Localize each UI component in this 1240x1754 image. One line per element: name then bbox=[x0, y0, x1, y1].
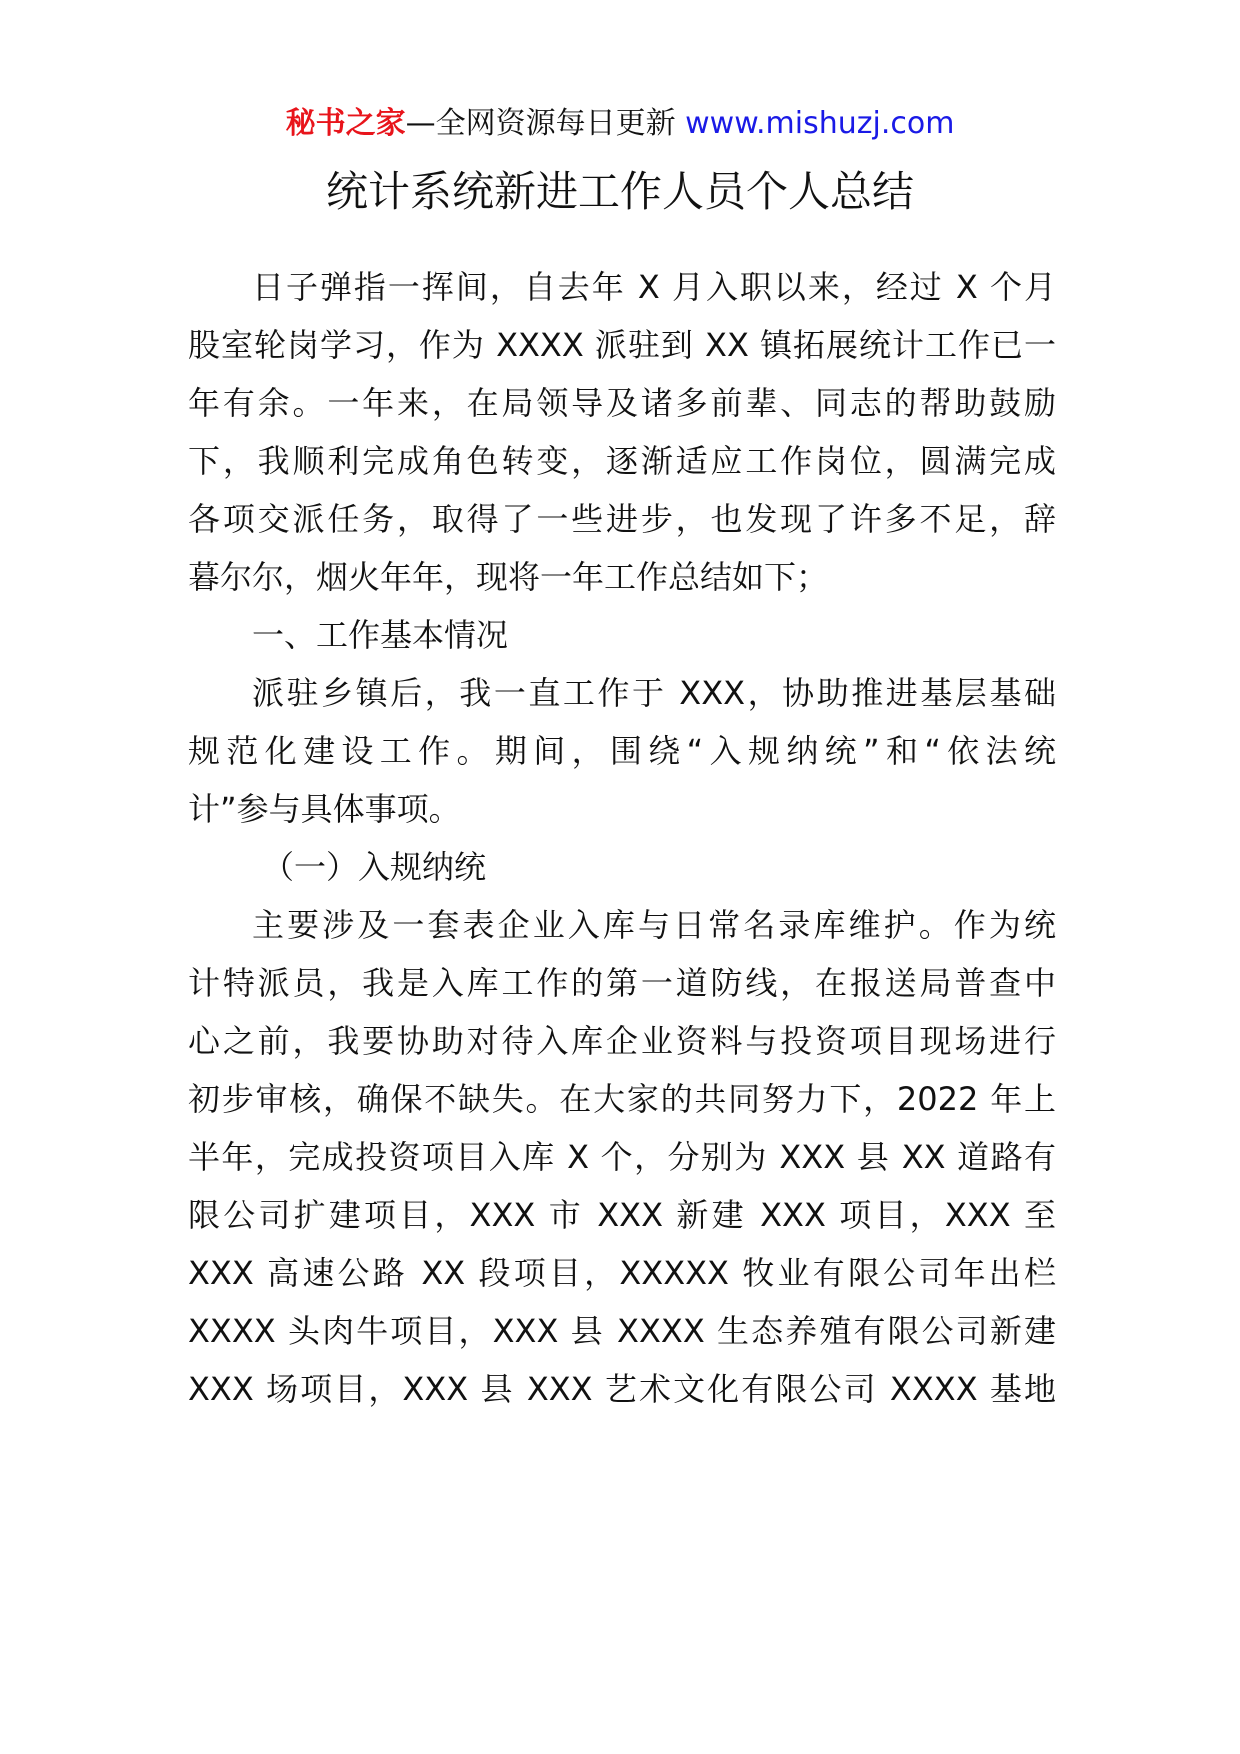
paragraph-line: 年有余。一年来，在局领导及诸多前辈、同志的帮助鼓励 bbox=[188, 384, 1056, 422]
paragraph-line: 计”参与具体事项。 bbox=[188, 790, 461, 828]
site-url-link[interactable]: www.mishuzj.com bbox=[685, 106, 955, 141]
paragraph-line: 计特派员，我是入库工作的第一道防线，在报送局普查中 bbox=[188, 964, 1056, 1002]
paragraph-line: 心之前，我要协助对待入库企业资料与投资项目现场进行 bbox=[188, 1022, 1056, 1060]
paragraph-line: 初步审核，确保不缺失。在大家的共同努力下，2022 年上 bbox=[188, 1080, 1056, 1118]
section-heading: 一、工作基本情况 bbox=[252, 616, 509, 654]
paragraph-line: 规范化建设工作。期间，围绕“入规纳统”和“依法统 bbox=[188, 732, 1056, 770]
paragraph-line: 半年，完成投资项目入库 X 个，分别为 XXX 县 XX 道路有 bbox=[188, 1138, 1056, 1176]
paragraph-line: 暮尔尔，烟火年年，现将一年工作总结如下； bbox=[188, 558, 829, 596]
paragraph-line: 日子弹指一挥间，自去年 X 月入职以来，经过 X 个月 bbox=[252, 268, 1056, 306]
paragraph-line: XXXX 头肉牛项目，XXX 县 XXXX 生态养殖有限公司新建 bbox=[188, 1312, 1056, 1350]
paragraph-line: XXX 场项目，XXX 县 XXX 艺术文化有限公司 XXXX 基地 bbox=[188, 1370, 1056, 1408]
paragraph-line: 派驻乡镇后，我一直工作于 XXX，协助推进基层基础 bbox=[252, 674, 1056, 712]
paragraph-line: 主要涉及一套表企业入库与日常名录库维护。作为统 bbox=[252, 906, 1056, 944]
paragraph-line: 限公司扩建项目，XXX 市 XXX 新建 XXX 项目，XXX 至 bbox=[188, 1196, 1056, 1234]
site-watermark-header bbox=[0, 100, 1240, 148]
brand-name: 秘书之家 bbox=[285, 106, 406, 141]
paragraph-line: 各项交派任务，取得了一些进步，也发现了许多不足，辞 bbox=[188, 500, 1056, 538]
paragraph-line: 股室轮岗学习，作为 XXXX 派驻到 XX 镇拓展统计工作已一 bbox=[188, 326, 1056, 364]
brand-tagline: —全网资源每日更新 bbox=[405, 106, 676, 141]
paragraph-line: 下，我顺利完成角色转变，逐渐适应工作岗位，圆满完成 bbox=[188, 442, 1056, 480]
subsection-heading: （一）入规纳统 bbox=[262, 848, 487, 886]
document-title: 统计系统新进工作人员个人总结 bbox=[325, 167, 914, 216]
paragraph-line: XXX 高速公路 XX 段项目，XXXXX 牧业有限公司年出栏 bbox=[188, 1254, 1056, 1292]
